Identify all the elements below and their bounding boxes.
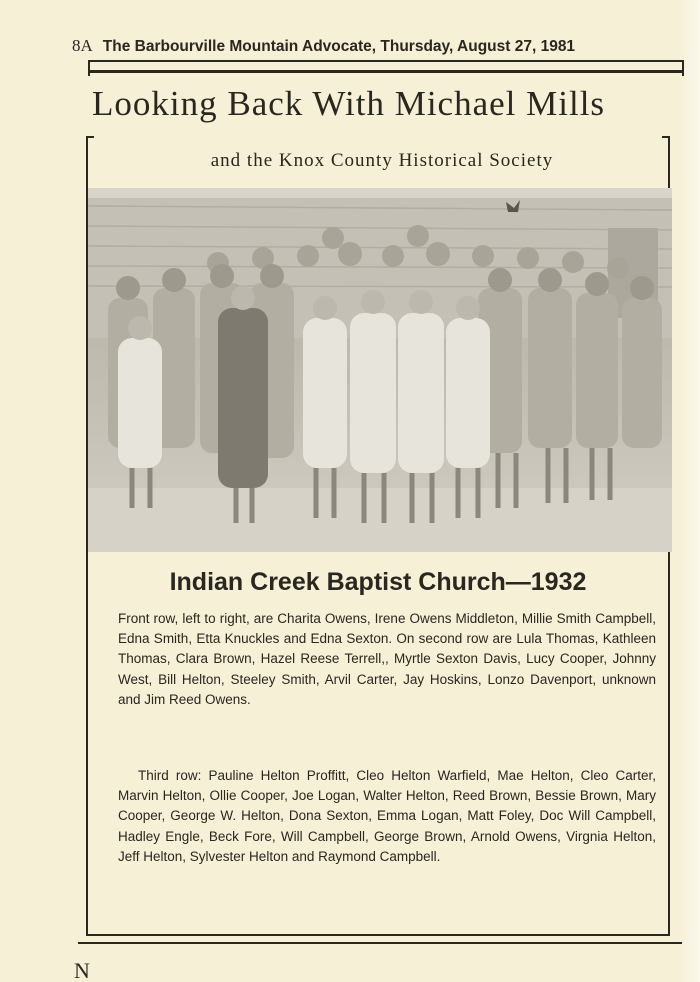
box-bottom-border xyxy=(86,934,670,936)
caption-paragraph-2: Third row: Pauline Helton Proffitt, Cleo Helton Warfield, Mae Helton, Cleo Carter, Marvin Helton, Ollie Cooper, Joe Logan, Walter Helton, Reed Brown, Bessie Brown, Mary Cooper, George W. Helton, Dona Sexton, Emma Logan, Matt Foley, Doc Will Campbell, Hadley Engle, Beck Fore, Will Campbell, George Brown, Arnold Owens, Virgnia Helton, Jeff Helton, Sylvester Helton and Raymond Campbell. xyxy=(118,768,656,864)
next-article-fragment: N xyxy=(74,958,90,982)
photo-illustration xyxy=(88,188,672,552)
page-header xyxy=(72,36,575,56)
page-bottom-rule xyxy=(78,942,682,944)
dateline: The Barbourville Mountain Advocate, Thursday, August 27, 1981 xyxy=(102,38,576,55)
frame-right-tick xyxy=(682,60,684,76)
frame-left-tick xyxy=(88,60,90,76)
column-subtitle: and the Knox County Historical Society xyxy=(210,150,554,171)
box-top-border-left xyxy=(86,136,94,138)
group-photo-image xyxy=(88,188,672,552)
paper-edge xyxy=(678,0,700,982)
caption-paragraph-1: Front row, left to right, are Charita Owens, Irene Owens Middleton, Millie Smith Campbell, Edna Smith, Etta Knuckles and Edna Sexton. On second row are Lula Thomas, Kathleen Thomas, Clara Brown, Hazel Reese Terrell,, Myrtle Sexton Davis, Lucy Cooper, Johnny West, Bill Helton, Steeley Smith, Arvil Carter, Jay Hoskins, Lonzo Davenport, unknown and Jim Reed Owens. xyxy=(118,611,656,707)
header-rule-bottom xyxy=(88,70,684,73)
photo-caption-title: Indian Creek Baptist Church—1932 xyxy=(169,568,587,596)
box-top-border-right xyxy=(662,136,670,138)
page-number: 8A xyxy=(72,36,93,55)
header-rule-top xyxy=(88,60,684,62)
column-title: Looking Back With Michael Mills xyxy=(92,84,606,123)
